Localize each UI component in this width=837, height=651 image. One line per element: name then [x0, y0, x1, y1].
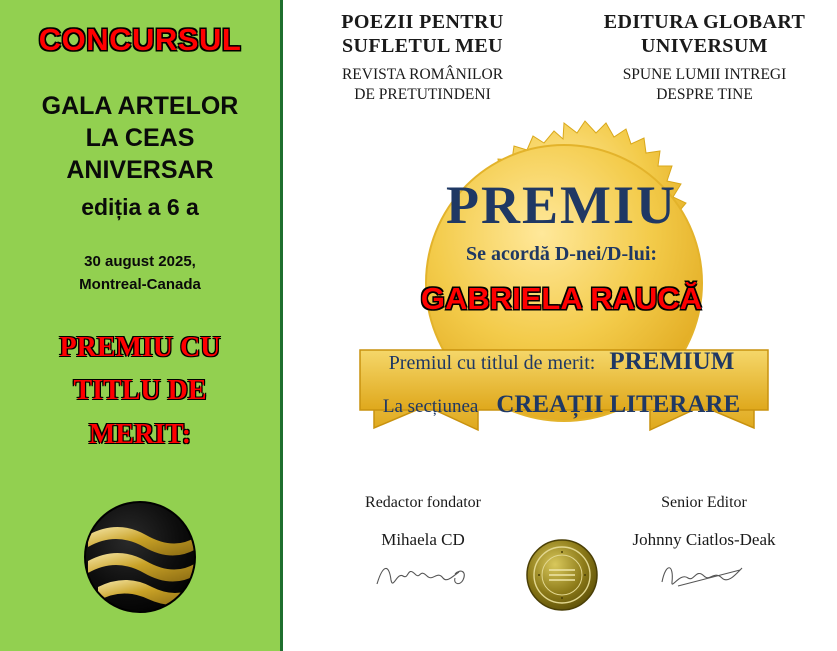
merit-heading-line-2: TITLU DE: [73, 375, 207, 407]
signature-name-left: Mihaela CD: [381, 530, 465, 549]
gala-title: [0, 90, 280, 186]
signature-mark-mihaela-icon: [308, 554, 538, 596]
signature-block-right: [589, 494, 819, 596]
section-label: La secțiunea: [382, 396, 479, 417]
merit-heading: [0, 326, 280, 456]
header-left-title: [300, 10, 545, 59]
header-left-subtitle-line-2: DE PRETUTINDENI: [354, 85, 491, 103]
merit-heading-line-3: MERIT:: [88, 418, 192, 450]
award-badge-icon: [314, 118, 814, 478]
header-right-subtitle-line-1: SPUNE LUMII INTREGI: [622, 65, 787, 83]
signature-mark-johnny-icon: [589, 554, 819, 596]
signature-role-right: Senior Editor: [661, 494, 747, 511]
header-left-title-line-1: POEZII PENTRU: [341, 11, 504, 33]
merit-title-label: Premiul cu titlul de merit:: [388, 352, 596, 374]
header-left-subtitle-line-1: REVISTA ROMÂNILOR: [341, 65, 504, 83]
header-left-title-line-2: SUFLETUL MEU: [342, 35, 503, 58]
gala-title-line-3: ANIVERSAR: [66, 156, 214, 184]
signature-role-left: Redactor fondator: [365, 494, 481, 511]
header-right-subtitle: [582, 65, 827, 105]
signature-name-right: Johnny Ciatlos-Deak: [632, 530, 776, 549]
granted-to-label: Se acordă D-nei/D-lui:: [465, 243, 658, 265]
publication-headers: [286, 10, 837, 105]
edition-label: ediția a 6 a: [81, 194, 199, 220]
certificate-body: [286, 0, 837, 651]
contest-label: CONCURSUL: [38, 22, 242, 57]
recipient-name: GABRIELA RAUCĂ: [420, 281, 703, 316]
left-info-panel: [0, 0, 283, 651]
header-left: [300, 10, 545, 105]
header-right-title-line-1: EDITURA GLOBART: [603, 11, 806, 33]
signature-block-left: [308, 494, 538, 596]
official-seal-stamp-icon: [525, 538, 599, 612]
award-headline: PREMIU: [446, 175, 677, 235]
gala-title-line-2: LA CEAS: [85, 124, 195, 152]
header-left-subtitle: [300, 65, 545, 105]
header-right: [582, 10, 827, 105]
header-right-title: [582, 10, 827, 59]
section-value: CREAȚII LITERARE: [496, 391, 741, 418]
event-date-location: [0, 251, 280, 296]
header-right-subtitle-line-2: DESPRE TINE: [656, 85, 753, 103]
merit-title-value: PREMIUM: [609, 348, 735, 375]
header-right-title-line-2: UNIVERSUM: [641, 35, 768, 58]
event-location: Montreal-Canada: [79, 275, 201, 293]
globart-logo-icon: [82, 499, 198, 615]
gala-title-line-1: GALA ARTELOR: [41, 92, 239, 120]
merit-heading-line-1: PREMIU CU: [59, 332, 221, 363]
event-date: 30 august 2025,: [84, 253, 196, 270]
